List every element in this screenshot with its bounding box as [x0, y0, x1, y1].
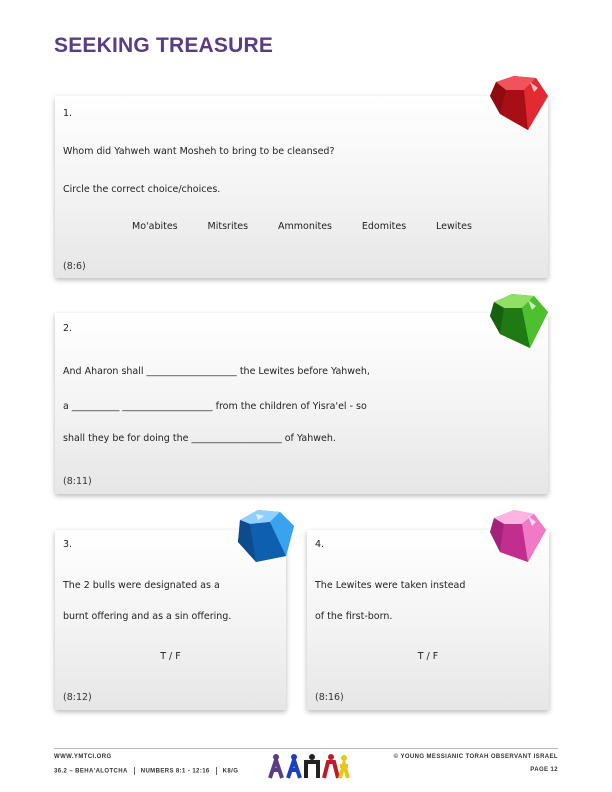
footer-lesson: 36.2 – BEHA'ALOTCHA: [54, 768, 128, 775]
emerald-gem-icon: [488, 292, 550, 350]
statement-line-1: The Lewites were taken instead: [315, 580, 466, 591]
pink-gem-icon: [488, 508, 548, 564]
fill-blank-line-2: a __________ ___________________ from the children of Yisra'el - so: [63, 401, 367, 412]
question-card-1: [55, 96, 548, 278]
fill-blank-line-1: And Aharon shall ___________________ the Lewites before Yahweh,: [63, 366, 370, 377]
ymtoi-people-logo-icon: [268, 752, 350, 780]
footer-scripture: NUMBERS 8:1 - 12:16: [140, 768, 210, 775]
ruby-gem-icon: [488, 74, 550, 132]
question-number: 2.: [63, 323, 73, 334]
statement-line-1: The 2 bulls were designated as a: [63, 580, 220, 591]
footer-divider: [54, 748, 558, 749]
fill-blank-line-3: shall they be for doing the ___________________ of Yahweh.: [63, 433, 336, 444]
scripture-reference: (8:12): [63, 692, 92, 703]
footer-page-number: PAGE 12: [530, 767, 558, 773]
sapphire-gem-icon: [236, 508, 296, 564]
statement-line-2: burnt offering and as a sin offering.: [63, 611, 232, 622]
true-false-choice[interactable]: T / F: [160, 651, 181, 662]
choice-mitsrites[interactable]: Mitsrites: [207, 221, 249, 232]
question-number: 4.: [315, 539, 325, 550]
question-instruction: Circle the correct choice/choices.: [63, 184, 221, 195]
footer-copyright: © YOUNG MESSIANIC TORAH OBSERVANT ISRAEL: [393, 754, 558, 760]
true-false-choice[interactable]: T / F: [417, 651, 439, 662]
footer-lesson-info: [54, 767, 238, 775]
statement-line-2: of the first-born.: [315, 611, 393, 622]
question-card-2: [55, 313, 548, 494]
choice-moabites[interactable]: Mo'abites: [132, 221, 178, 232]
footer-grade: K8/G: [222, 768, 239, 775]
scripture-reference: (8:6): [63, 261, 86, 272]
question-text: Whom did Yahweh want Mosheh to bring to be cleansed?: [63, 146, 335, 157]
choice-ammonites[interactable]: Ammonites: [278, 221, 332, 232]
question-number: 1.: [63, 108, 73, 119]
page-title: SEEKING TREASURE: [54, 34, 274, 57]
scripture-reference: (8:11): [63, 476, 92, 487]
choice-list: [132, 221, 472, 232]
footer-website: WWW.YMTCI.ORG: [54, 754, 112, 760]
question-number: 3.: [63, 539, 73, 550]
choice-lewites[interactable]: Lewites: [436, 221, 472, 232]
choice-edomites[interactable]: Edomites: [361, 221, 407, 232]
scripture-reference: (8:16): [315, 692, 344, 703]
